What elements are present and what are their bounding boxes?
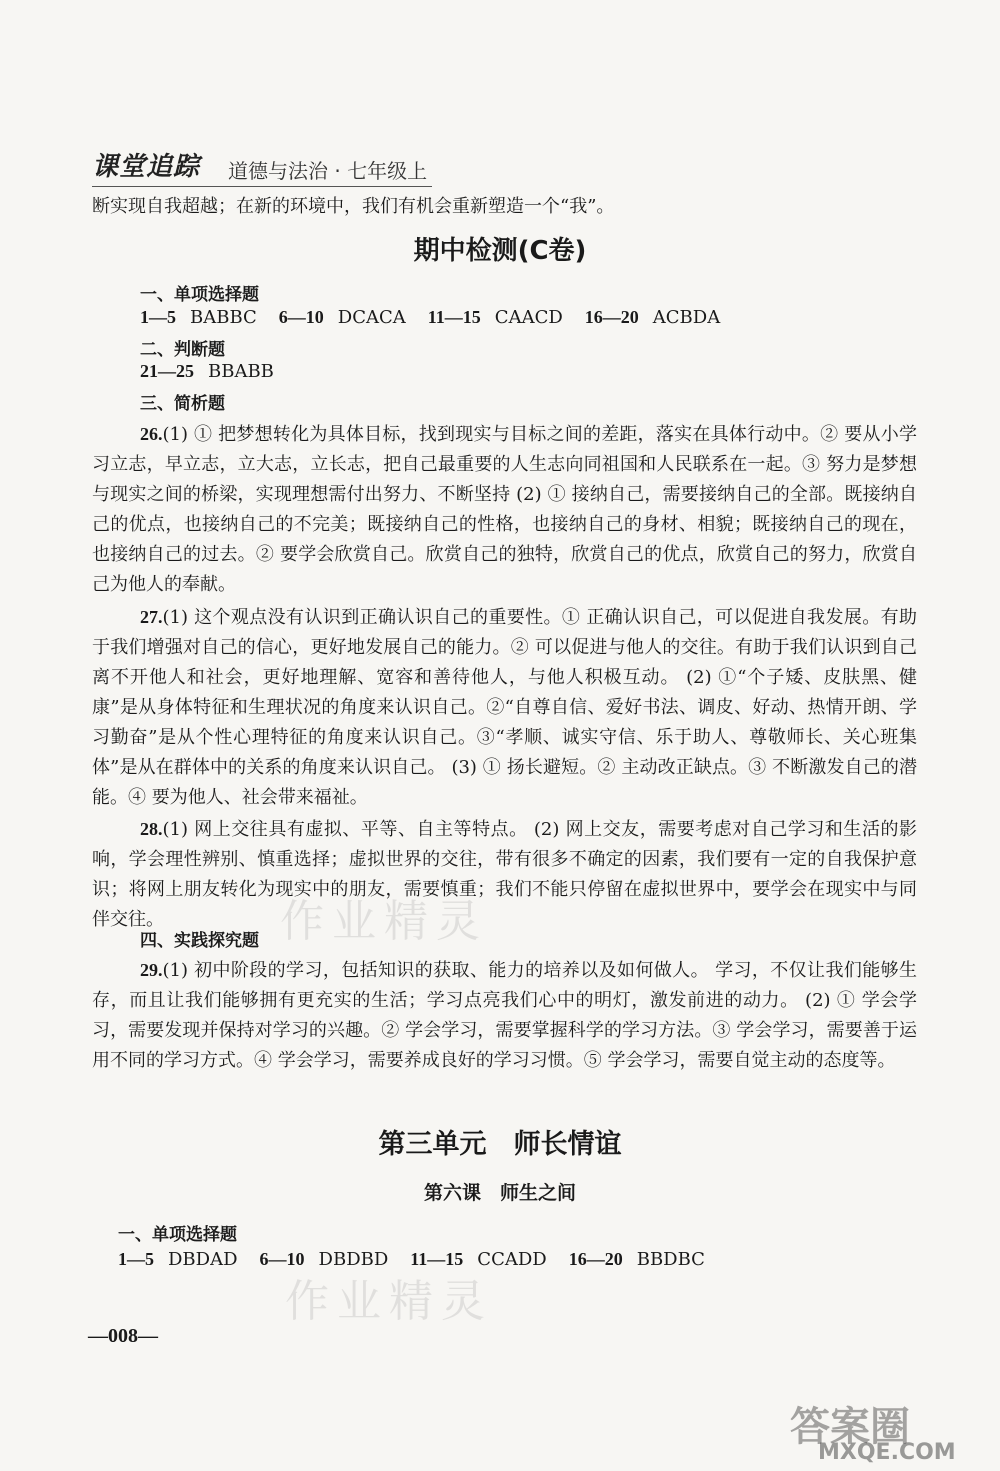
watermark-center: 作业精灵 <box>280 896 488 947</box>
question-answer: (1) ① 把梦想转化为具体目标，找到现实与目标之间的差距，落实在具体行动中。② 要从小学习立志，早立志，立大志，立长志，把自己最重要的人生志向同祖国和人民联系在一起。③ 努力是梦想与现实之间的桥梁，实现理想需付出努力、不断坚持 (2) ① 接纳自己，需要接纳自己的全部。既接纳自己的优点，也接纳自己的不完美；既接纳自己的性格，也接纳自己的身材、相貌；既接纳自己的现在，也接纳自己的过去。② 要学会欣赏自己。欣赏自己的独特，欣赏自己的优点，欣赏自己的努力，欣赏自己为他人的奉献。 <box>92 424 917 595</box>
section-head-choice: 一、单项选择题 <box>140 285 259 305</box>
answer-range: 11—15 <box>410 1249 464 1269</box>
answer-range: 6—10 <box>259 1249 305 1269</box>
unit-title: 第三单元 师长情谊 <box>378 1129 622 1160</box>
watermark-corner: 答案圈 <box>790 1404 910 1450</box>
answer-letters: CAACD <box>494 307 563 328</box>
answer-letters: CCADD <box>477 1249 547 1270</box>
answer-row-choice <box>140 307 720 328</box>
question-answer: (1) 网上交往具有虚拟、平等、自主等特点。 (2) 网上交友，需要考虑对自己学习和生活的影响，学会理性辨别、慎重选择；虚拟世界的交往，带有很多不确定的因素，我们要有一定的自我保护意识；将网上朋友转化为现实中的朋友，需要慎重；我们不能只停留在虚拟世界中，要学会在现实中与同伴交往。 <box>92 819 917 930</box>
answer-range: 11—15 <box>427 307 481 327</box>
intro-line: 断实现自我超越；在新的环境中，我们有机会重新塑造一个“我”。 <box>92 196 615 217</box>
question-26 <box>92 419 917 600</box>
answer-letters: BABBC <box>190 307 257 328</box>
lesson-title: 第六课 师生之间 <box>423 1182 576 1204</box>
answer-letters: BBDBC <box>636 1249 705 1270</box>
answer-row-judge <box>140 361 274 382</box>
header-logo: 课堂追踪 <box>92 152 201 182</box>
question-number: 27. <box>140 607 163 627</box>
question-number: 28. <box>140 819 163 839</box>
question-28 <box>92 814 917 935</box>
header-subtitle: 道德与法治 · 七年级上 <box>228 159 428 183</box>
watermark-lower: 作业精灵 <box>285 1276 493 1327</box>
answer-range: 16—20 <box>568 1249 623 1269</box>
answer-range: 1—5 <box>118 1249 154 1269</box>
answer-range: 1—5 <box>140 307 176 327</box>
answer-letters: BBABB <box>208 361 274 382</box>
page-number: —008— <box>88 1325 158 1347</box>
section-head-analysis: 三、简析题 <box>140 394 225 414</box>
answer-range: 16—20 <box>584 307 639 327</box>
question-29 <box>92 955 917 1076</box>
section-head-judge: 二、判断题 <box>140 340 225 360</box>
question-number: 29. <box>140 960 163 980</box>
answer-letters: ACBDA <box>652 307 721 328</box>
answer-range: 6—10 <box>278 307 324 327</box>
unit3-section-head-choice: 一、单项选择题 <box>118 1225 237 1245</box>
answer-letters: DBDBD <box>318 1249 389 1270</box>
answer-letters: DBDAD <box>168 1249 238 1270</box>
question-answer: (1) 这个观点没有认识到正确认识自己的重要性。① 正确认识自己，可以促进自我发展。有助于我们增强对自己的信心，更好地发展自己的能力。② 可以促进与他人的交往。有助于我们认识到自己离不开他人和社会，更好地理解、宽容和善待他人，与他人积极互动。 (2) ①“个子矮、皮肤黑、健康”是从身体特征和生理状况的角度来认识自己。②“自尊自信、爱好书法、调皮、好动、热情开朗、学习勤奋”是从个性心理特征的角度来认识自己。③“孝顺、诚实守信、乐于助人、尊敬师长、关心班集体”是从在群体中的关系的角度来认识自己。 (3) ① 扬长避短。② 主动改正缺点。③ 不断激发自己的潜能。④ 要为他人、社会带来福祉。 <box>92 607 917 808</box>
question-27 <box>92 602 917 813</box>
question-number: 26. <box>140 424 163 444</box>
question-answer: (1) 初中阶段的学习，包括知识的获取、能力的培养以及如何做人。 学习，不仅让我们能够生存，而且让我们能够拥有更充实的生活；学习点亮我们心中的明灯，激发前进的动力。 (2) ① 学会学习，需要发现并保持对学习的兴趣。② 学会学习，需要掌握科学的学习方法。③ 学会学习，需要善于运用不同的学习方式。④ 学会学习，需要养成良好的学习习惯。⑤ 学会学习，需要自觉主动的态度等。 <box>92 960 917 1071</box>
answer-range: 21—25 <box>140 361 194 381</box>
midterm-title: 期中检测(C卷) <box>413 236 587 266</box>
watermark-corner-url: MXQE.COM <box>818 1440 956 1465</box>
section-head-practice: 四、实践探究题 <box>140 931 259 951</box>
header-rule <box>92 186 432 187</box>
answer-letters: DCACA <box>337 307 406 328</box>
